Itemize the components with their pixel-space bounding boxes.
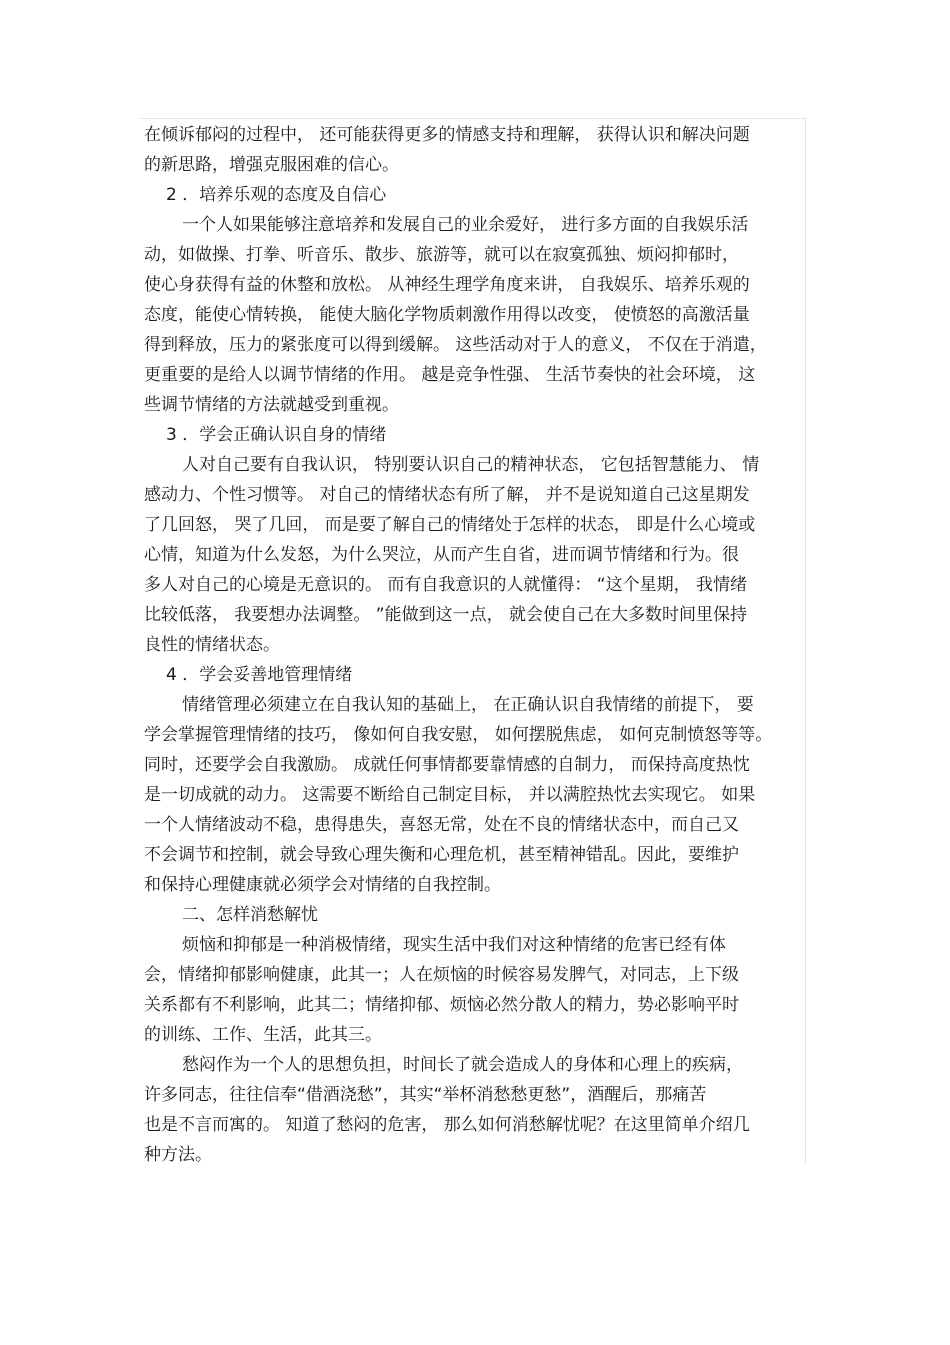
text-line: 良性的情绪状态。: [144, 635, 280, 655]
text-line: 许多同志，往往信奉“借酒浇愁”，其实“举杯消愁愁更愁”，酒醒后，那痛苦: [144, 1085, 707, 1105]
text-line: 使心身获得有益的休整和放松。 从神经生理学角度来讲， 自我娱乐、培养乐观的: [144, 275, 750, 295]
text-line: 关系都有不利影响，此其二；情绪抑郁、烦恼必然分散人的精力，势必影响平时: [144, 995, 739, 1015]
text-line: 些调节情绪的方法就越受到重视。: [144, 395, 399, 415]
text-line: 在倾诉郁闷的过程中， 还可能获得更多的情感支持和理解， 获得认识和解决问题: [144, 125, 750, 145]
text-line: 烦恼和抑郁是一种消极情绪，现实生活中我们对这种情绪的危害已经有体: [182, 935, 726, 955]
text-line: 人对自己要有自我认识， 特别要认识自己的精神状态， 它包括智慧能力、 情: [182, 455, 760, 475]
text-line: 的训练、工作、生活，此其三。: [144, 1025, 382, 1045]
text-line: 心情，知道为什么发怒，为什么哭泣，从而产生自省，进而调节情绪和行为。很: [144, 545, 739, 565]
text-line: 了几回怒， 哭了几回， 而是要了解自己的情绪处于怎样的状态， 即是什么心境或: [144, 515, 756, 535]
text-line: 的新思路，增强克服困难的信心。: [144, 155, 399, 175]
section-heading: 4 ．学会妥善地管理情绪: [166, 665, 353, 685]
section-heading: 2 ．培养乐观的态度及自信心: [166, 185, 387, 205]
text-line: 也是不言而寓的。 知道了愁闷的危害， 那么如何消愁解忧呢？在这里简单介绍几: [144, 1115, 750, 1135]
section-heading: 3 ．学会正确认识自身的情绪: [166, 425, 387, 445]
text-line: 会，情绪抑郁影响健康，此其一；人在烦恼的时候容易发脾气，对同志，上下级: [144, 965, 739, 985]
text-line: 和保持心理健康就必须学会对情绪的自我控制。: [144, 875, 501, 895]
document-body: [144, 120, 808, 1170]
text-line: 二、怎样消愁解忧: [182, 905, 318, 925]
text-line: 愁闷作为一个人的思想负担，时间长了就会造成人的身体和心理上的疾病，: [182, 1055, 743, 1075]
text-line: 得到释放，压力的紧张度可以得到缓解。 这些活动对于人的意义， 不仅在于消遣，: [144, 335, 767, 355]
text-line: 一个人如果能够注意培养和发展自己的业余爱好， 进行多方面的自我娱乐活: [182, 215, 749, 235]
text-line: 学会掌握管理情绪的技巧， 像如何自我安慰， 如何摆脱焦虑， 如何克制愤怒等等。: [144, 725, 773, 745]
text-line: 感动力、个性习惯等。 对自己的情绪状态有所了解， 并不是说知道自己这星期发: [144, 485, 750, 505]
text-line: 态度，能使心情转换， 能使大脑化学物质刺激作用得以改变， 使愤怒的高激活量: [144, 305, 750, 325]
text-line: 同时，还要学会自我激励。 成就任何事情都要靠情感的自制力， 而保持高度热忱: [144, 755, 750, 775]
text-line: 不会调节和控制，就会导致心理失衡和心理危机，甚至精神错乱。因此，要维护: [144, 845, 739, 865]
text-line: 一个人情绪波动不稳，患得患失，喜怒无常，处在不良的情绪状态中，而自己又: [144, 815, 739, 835]
text-line: 动，如做操、打拳、听音乐、散步、旅游等，就可以在寂寞孤独、烦闷抑郁时，: [144, 245, 739, 265]
text-line: 多人对自己的心境是无意识的。 而有自我意识的人就懂得： “这个星期， 我情绪: [144, 575, 748, 595]
text-line: 更重要的是给人以调节情绪的作用。 越是竞争性强、 生活节奏快的社会环境， 这: [144, 365, 756, 385]
text-line: 种方法。: [144, 1145, 212, 1165]
text-line: 比较低落， 我要想办法调整。 ”能做到这一点， 就会使自己在大多数时间里保持: [144, 605, 748, 625]
text-line: 情绪管理必须建立在自我认知的基础上， 在正确认识自我情绪的前提下， 要: [182, 695, 754, 715]
text-line: 是一切成就的动力。 这需要不断给自己制定目标， 并以满腔热忱去实现它。 如果: [144, 785, 756, 805]
